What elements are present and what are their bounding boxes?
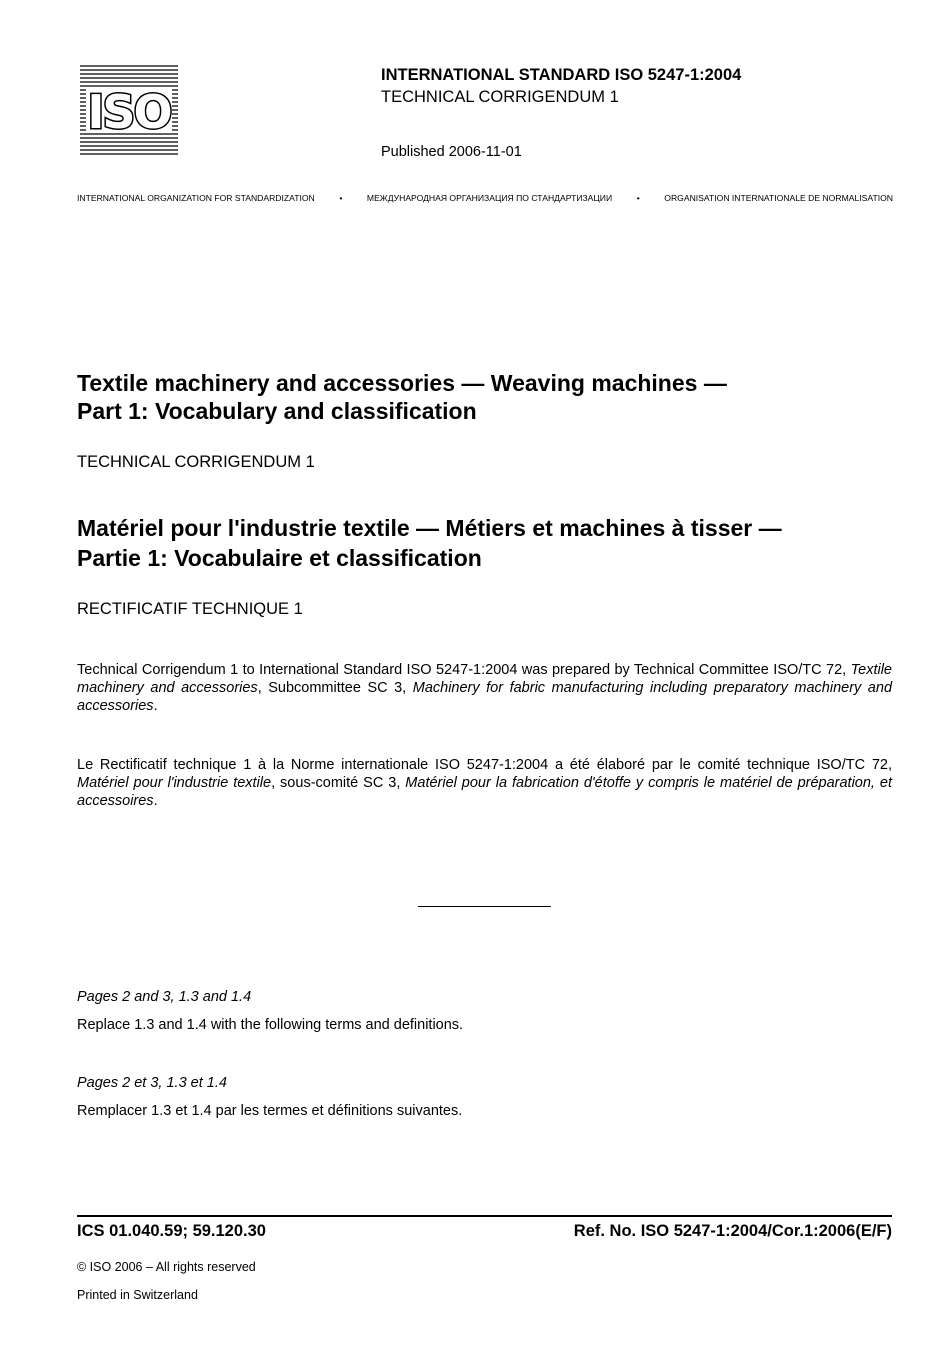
title-en-line1: Textile machinery and accessories — Weaving machines — bbox=[77, 370, 727, 396]
org-name-fr: ORGANISATION INTERNATIONALE DE NORMALISATION bbox=[664, 193, 893, 203]
standard-title: INTERNATIONAL STANDARD ISO 5247-1:2004 bbox=[381, 66, 742, 84]
intro-paragraph-en: Technical Corrigendum 1 to International Standard ISO 5247-1:2004 was prepared by Technical Committee ISO/TC 72, Textile machinery and accessories, Subcommittee SC 3, Machinery for fabric manufacturing including preparatory machinery and accessories. bbox=[77, 662, 893, 714]
printed-location: Printed in Switzerland bbox=[77, 1288, 198, 1302]
organization-names bbox=[77, 193, 893, 203]
section-heading-en: Pages 2 and 3, 1.3 and 1.4 bbox=[77, 989, 252, 1005]
title-fr-line2: Partie 1: Vocabulaire et classification bbox=[77, 545, 482, 571]
section-text-en: Replace 1.3 and 1.4 with the following terms and definitions. bbox=[77, 1017, 464, 1033]
published-date: Published 2006-11-01 bbox=[381, 144, 522, 160]
copyright-notice: © ISO 2006 – All rights reserved bbox=[77, 1260, 256, 1274]
reference-number: Ref. No. ISO 5247-1:2004/Cor.1:2006(E/F) bbox=[573, 1222, 892, 1240]
document-title-en bbox=[77, 369, 907, 425]
intro-paragraph-fr: Le Rectificatif technique 1 à la Norme internationale ISO 5247-1:2004 a été élaboré par le comité technique ISO/TC 72, Matériel pour l'industrie textile, sous-comité SC 3, Matériel pour la fabrication d'étoffe y compris le matériel de préparation, et accessoires. bbox=[77, 757, 892, 809]
iso-logo-text: ISO bbox=[87, 85, 171, 139]
separator-line bbox=[418, 906, 551, 907]
title-fr-line1: Matériel pour l'industrie textile — Métiers et machines à tisser — bbox=[77, 515, 782, 541]
document-title-fr bbox=[77, 513, 907, 573]
org-name-en: INTERNATIONAL ORGANIZATION FOR STANDARDIZATION bbox=[77, 193, 315, 203]
section-text-fr: Remplacer 1.3 et 1.4 par les termes et définitions suivantes. bbox=[77, 1103, 463, 1119]
corrigendum-label: TECHNICAL CORRIGENDUM 1 bbox=[381, 88, 619, 106]
bullet-separator: • bbox=[636, 193, 640, 203]
bullet-separator: • bbox=[339, 193, 343, 203]
ics-codes: ICS 01.040.59; 59.120.30 bbox=[77, 1222, 266, 1240]
title-en-line2: Part 1: Vocabulary and classification bbox=[77, 398, 477, 424]
footer-rule bbox=[77, 1215, 892, 1217]
section-heading-fr: Pages 2 et 3, 1.3 et 1.4 bbox=[77, 1075, 227, 1091]
iso-logo bbox=[80, 64, 178, 158]
org-name-ru: МЕЖДУНАРОДНАЯ ОРГАНИЗАЦИЯ ПО СТАНДАРТИЗАЦИИ bbox=[366, 193, 613, 203]
technical-corrigendum-label: TECHNICAL CORRIGENDUM 1 bbox=[77, 453, 315, 471]
rectificatif-technique-label: RECTIFICATIF TECHNIQUE 1 bbox=[77, 600, 303, 618]
